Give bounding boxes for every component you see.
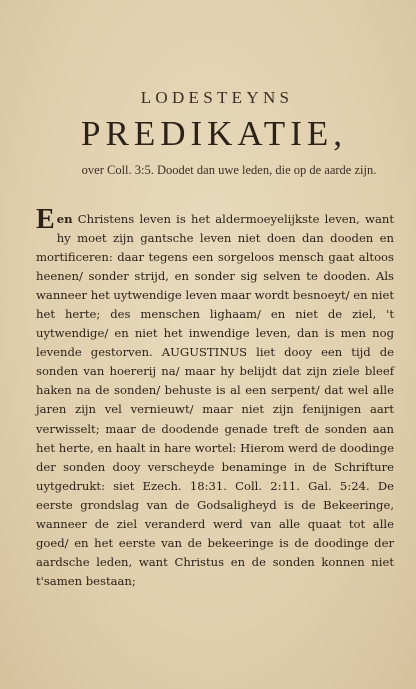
- drop-cap: E: [36, 204, 55, 235]
- author-heading: LODESTEYNS: [140, 88, 294, 107]
- page-title: PREDIKATIE,: [81, 114, 347, 153]
- subtitle: over Coll. 3:5. Doodet dan uwe leden, die op de aarde zijn.: [81, 163, 377, 177]
- paragraph: Christens leven is het aldermoeyelijkste leven, want hy moet zijn gantsche leven niet doen dan dooden en mortificeren: daar tegens een sorgeloos mensch gaat altoos heenen/ sonder strijd, en sonder sig selven te dooden. Als wanneer het uytwendige leven maar wordt besnoeyt/ en niet het herte; des menschen lighaam/ en niet de ziel, 't uytwendige/ en niet het inwendige leven, dan is men nog levende gestorven. AUGUSTINUS liet dooy een tijd de sonden van hoererij na/ maar hy belijdt dat zijn ziele bleef haken na de sonden/ behuste is al een serpent/ dat wel alle jaren zijn vel vernieuwt/ maar niet zijn fenijnigen aart verwisselt; maar de doodende genade treft de sonden aan het herte, en haalt in hare wortel: Hierom werd de doodinge der sonden dooy verscheyde benaminge in de Schrifture uytgedrukt: siet Ezech. 18:31. Coll. 2:11. Gal. 5:24. De eerste grondslag van de Godsaligheyd is de Bekeeringe, wanneer de ziel veranderd werd van alle quaat tot alle goed/ en het eerste van de bekeeringe is de doodinge der aardsche leden, want Christus en de sonden konnen niet t'samen bestaan;: [36, 212, 395, 588]
- header: [0, 88, 416, 151]
- lead-word: en: [56, 212, 73, 226]
- body-text: [36, 204, 395, 591]
